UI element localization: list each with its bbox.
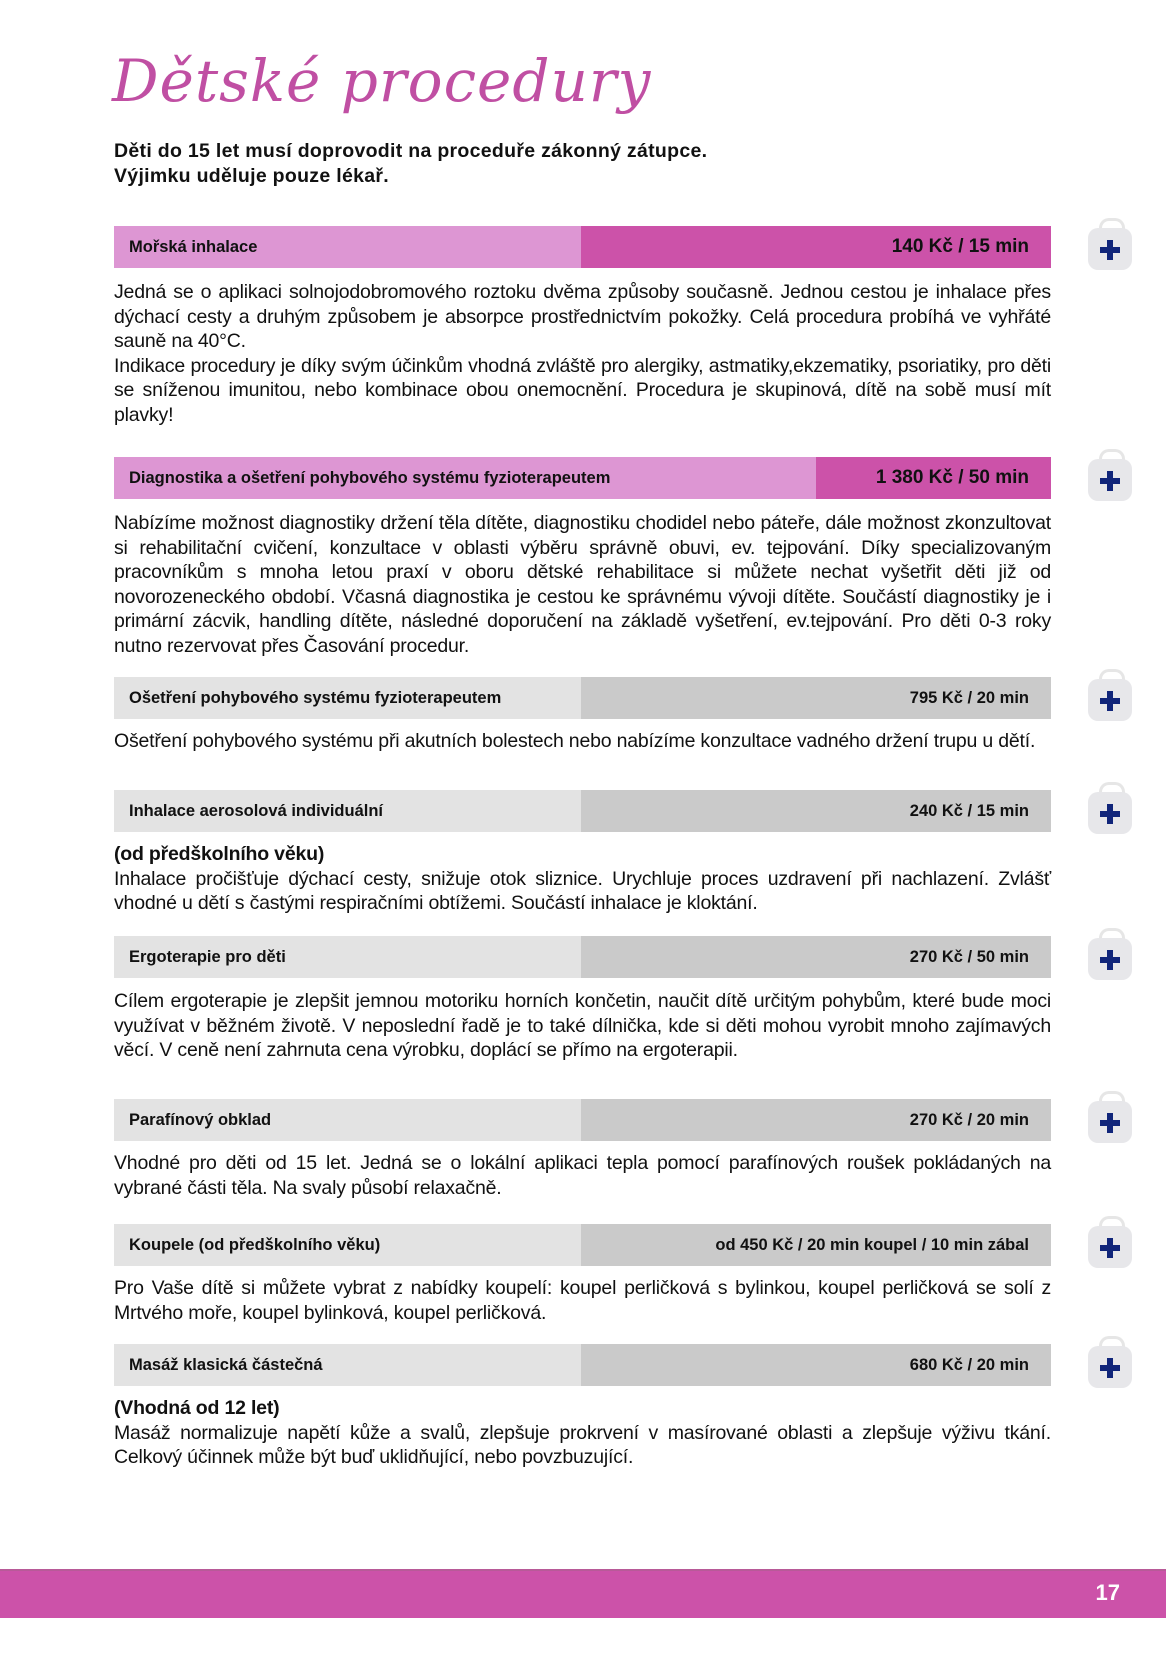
procedure-description	[114, 511, 1051, 659]
procedure-name: Inhalace aerosolová individuální	[114, 790, 581, 832]
procedure-price: 795 Kč / 20 min	[581, 677, 1051, 719]
procedure-description	[114, 989, 1051, 1063]
description-paragraph: Masáž normalizuje napětí kůže a svalů, zlepšuje prokrvení v masírované oblasti a zlepšuje výživu tkání. Celkový účinnek může být buď uklidňující, nebo povzbuzující.	[114, 1421, 1051, 1469]
procedure-header	[114, 790, 1051, 832]
intro-line: Děti do 15 let musí doprovodit na proceduře zákonný zátupce.	[114, 140, 708, 162]
description-paragraph: Vhodné pro děti od 15 let. Jedná se o lokální aplikaci tepla pomocí parafínových roušek pokládaných na vybrané části těla. Na svaly působí relaxačně.	[114, 1152, 1051, 1199]
procedure-header	[114, 1344, 1051, 1386]
procedure-price: 1 380 Kč / 50 min	[816, 457, 1051, 499]
procedure-description	[114, 842, 1051, 916]
page-number: 17	[1095, 1580, 1120, 1605]
procedure-header	[114, 1099, 1051, 1141]
description-paragraph: Jedná se o aplikaci solnojodobromového roztoku dvěma způsoby současně. Jednou cestou je inhalace přes dýchací cesty a druhým způsobem je absorpce prostřednictvím pokožky. Celá procedura probíhá ve vyhřáté sauně na 40°C.	[114, 281, 1051, 353]
intro-line: Výjimku uděluje pouze lékař.	[114, 165, 389, 187]
procedure-name: Mořská inhalace	[114, 226, 581, 268]
procedure-name: Diagnostika a ošetření pohybového systému fyzioterapeutem	[114, 457, 816, 499]
first-aid-kit-plus-icon[interactable]	[1088, 457, 1132, 501]
procedure-subtitle: (Vhodná od 12 let)	[114, 1397, 280, 1419]
procedure-name: Masáž klasická částečná	[114, 1344, 581, 1386]
description-paragraph: Nabízíme možnost diagnostiky držení těla dítěte, diagnostiku chodidel nebo páteře, dále možnost zkonzultovat si rehabilitační cvičení, konzultace v oblasti výběru správně obuvi, ev. tejpování. Díky specializovaným pracovníkům s mnoha letou praxí v oboru dětské rehabilitace si můžete nechat vyšetřit děti již od novorozeneckého období. Včasná diagnostika je cestou ke správnému vývoji dítěte. Součástí diagnostiky je i primární zácvik, handling dítěte, následné doporučení na základě vyšetření, ev.tejpování. Pro děti 0-3 roky nutno rezervovat přes Časování procedur.	[114, 512, 1051, 657]
procedure-price: 270 Kč / 50 min	[581, 936, 1051, 978]
procedure-price: od 450 Kč / 20 min koupel / 10 min zábal	[581, 1224, 1051, 1266]
procedure-description	[114, 729, 1051, 754]
first-aid-kit-plus-icon[interactable]	[1088, 1224, 1132, 1268]
procedure-description	[114, 1276, 1051, 1325]
procedure-description	[114, 1396, 1051, 1470]
procedure-name: Parafínový obklad	[114, 1099, 581, 1141]
first-aid-kit-plus-icon[interactable]	[1088, 790, 1132, 834]
procedure-name: Ošetření pohybového systému fyzioterapeutem	[114, 677, 581, 719]
procedure-header	[114, 457, 1051, 499]
procedure-header	[114, 677, 1051, 719]
description-paragraph: Indikace procedury je díky svým účinkům vhodná zvláště pro alergiky, astmatiky,ekzematiky, psoriatiky, pro děti se sníženou imunitou, nebo kombinace obou onemocnění. Procedura je skupinová, dítě na sobě musí mít plavky!	[114, 354, 1051, 426]
description-paragraph: Cílem ergoterapie je zlepšit jemnou motoriku horních končetin, naučit dítě určitým pohybům, které bude moci využívat v běžném životě. V neposlední řadě je to také dílnička, kde si děti mohou vyrobit mnoho zajímavých věcí. V ceně není zahrnuta cena výrobku, doplácí se přímo na ergoterapii.	[114, 990, 1051, 1062]
procedure-description	[114, 280, 1051, 428]
intro-note	[114, 139, 707, 189]
first-aid-kit-plus-icon[interactable]	[1088, 677, 1132, 721]
procedure-description	[114, 1151, 1051, 1200]
procedure-header	[114, 936, 1051, 978]
procedure-subtitle: (od předškolního věku)	[114, 843, 325, 865]
procedure-price: 240 Kč / 15 min	[581, 790, 1051, 832]
procedure-price: 680 Kč / 20 min	[581, 1344, 1051, 1386]
procedure-header	[114, 226, 1051, 268]
procedure-price: 270 Kč / 20 min	[581, 1099, 1051, 1141]
description-paragraph: Ošetření pohybového systému při akutních bolestech nebo nabízíme konzultace vadného držení trupu u dětí.	[114, 730, 1036, 752]
procedure-name: Ergoterapie pro děti	[114, 936, 581, 978]
procedure-header	[114, 1224, 1051, 1266]
procedure-price: 140 Kč / 15 min	[581, 226, 1051, 268]
first-aid-kit-plus-icon[interactable]	[1088, 226, 1132, 270]
description-paragraph: Inhalace pročišťuje dýchací cesty, snižuje otok sliznice. Urychluje proces uzdravení při nachlazení. Zvlášť vhodné u dětí s častými respiračními obtížemi. Součástí inhalace je kloktání.	[114, 867, 1051, 915]
footer-band	[0, 1569, 1166, 1618]
first-aid-kit-plus-icon[interactable]	[1088, 1344, 1132, 1388]
procedure-name: Koupele (od předškolního věku)	[114, 1224, 581, 1266]
description-paragraph: Pro Vaše dítě si můžete vybrat z nabídky koupelí: koupel perličková s bylinkou, koupel perličková se solí z Mrtvého moře, koupel bylinková, koupel perličková.	[114, 1277, 1051, 1324]
page-title: Dětské procedury	[112, 47, 652, 115]
first-aid-kit-plus-icon[interactable]	[1088, 1099, 1132, 1143]
first-aid-kit-plus-icon[interactable]	[1088, 936, 1132, 980]
